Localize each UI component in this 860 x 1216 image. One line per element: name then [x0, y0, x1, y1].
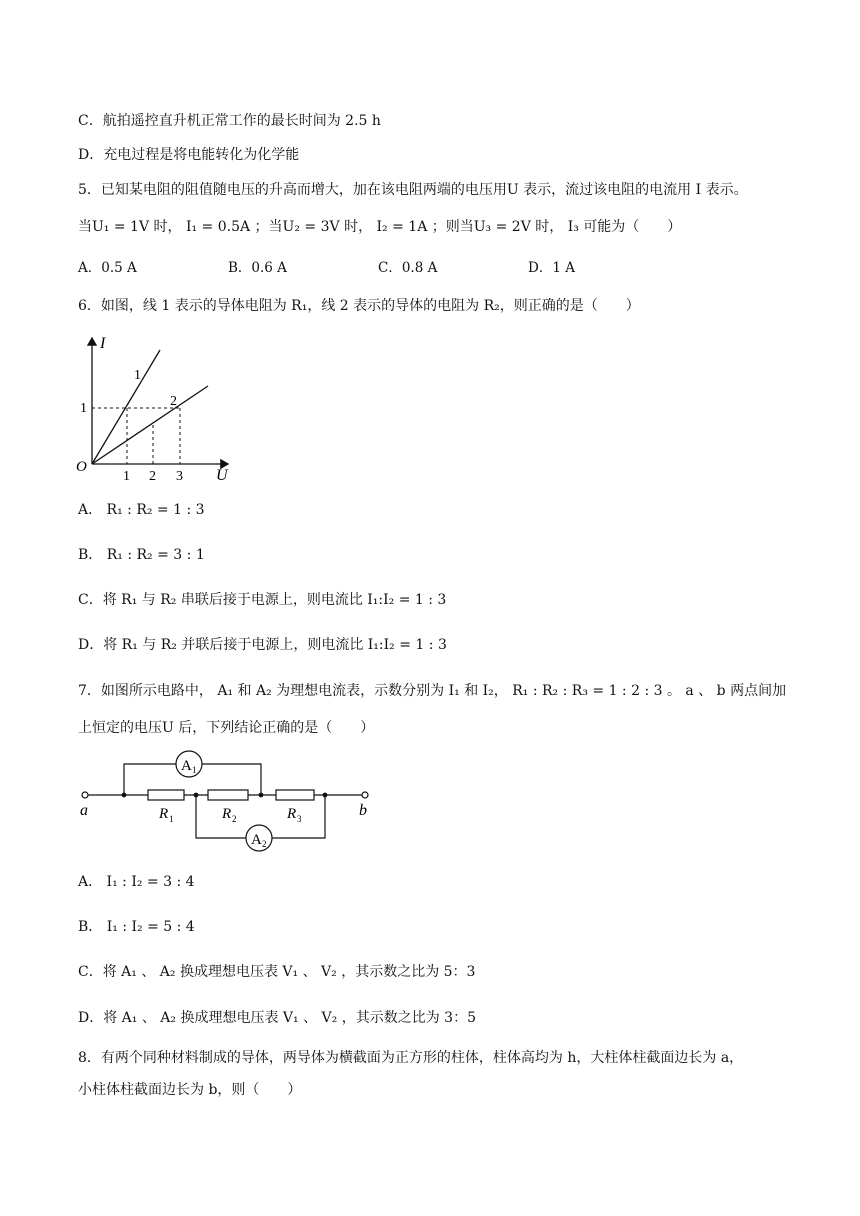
resistor-r3	[276, 790, 314, 800]
r2-label: R	[222, 806, 232, 822]
option-c-prev: C．航拍遥控直升机正常工作的最长时间为 2.5 h	[78, 113, 381, 129]
x-tick-2: 2	[149, 469, 156, 480]
line-1-label: 1	[134, 368, 141, 383]
iu-graph	[72, 330, 242, 480]
graph-line-2	[92, 386, 208, 464]
line-2-label: 2	[170, 394, 177, 409]
r1-label: R	[159, 806, 169, 822]
q5-stem-line1: 5．已知某电阻的阻值随电压的升高而增大，加在该电阻两端的电压用U 表示，流过该电阻的电流用 I 表示。	[78, 182, 748, 198]
q6-option-b: B． R₁ : R₂ = 3 : 1	[78, 547, 205, 563]
option-d-prev: D．充电过程是将电能转化为化学能	[78, 147, 300, 163]
ammeter-a2-label: A	[251, 832, 262, 848]
q5-option-c: C．0.8 A	[378, 260, 438, 276]
q6-stem: 6．如图，线 1 表示的导体电阻为 R₁，线 2 表示的导体的电阻为 R₂，则正确的是（ ）	[78, 298, 640, 314]
ammeter-a2-sub: 2	[262, 839, 267, 849]
node-b-label: b	[359, 802, 367, 819]
y-tick-1: 1	[80, 401, 87, 416]
q5-option-b: B．0.6 A	[228, 260, 287, 276]
terminal-a	[82, 792, 88, 798]
q7-option-c: C．将 A₁ 、 A₂ 换成理想电压表 V₁ 、 V₂ ，其示数之比为 5：3	[78, 964, 476, 980]
ammeter-a1-sub: 1	[192, 765, 197, 775]
q6-option-a: A． R₁ : R₂ = 1 : 3	[78, 502, 205, 518]
q5-stem-line2: 当U₁ = 1V 时， I₁ = 0.5A ；当U₂ = 3V 时， I₂ = 1A ；则当U₃ = 2V 时， I₃ 可能为（ ）	[78, 219, 682, 235]
i-axis-label: I	[100, 335, 106, 352]
terminal-b	[362, 792, 368, 798]
resistor-r2	[208, 790, 248, 800]
q8-stem-line2: 小柱体柱截面边长为 b，则（ ）	[78, 1082, 302, 1098]
resistor-r1	[148, 790, 184, 800]
x-tick-3: 3	[176, 469, 183, 480]
q6-option-c: C．将 R₁ 与 R₂ 串联后接于电源上，则电流比 I₁:I₂ = 1 : 3	[78, 592, 447, 608]
x-tick-1: 1	[123, 469, 130, 480]
q7-stem-line2: 上恒定的电压U 后，下列结论正确的是（ ）	[78, 720, 375, 736]
q8-stem-line1: 8．有两个同种材料制成的导体，两导体为横截面为正方形的柱体，柱体高均为 h，大柱体柱截面边长为 a，	[78, 1050, 744, 1066]
q7-option-a: A． I₁ : I₂ = 3 : 4	[78, 874, 195, 890]
q5-option-d: D．1 A	[528, 260, 575, 276]
r3-label: R	[287, 806, 297, 822]
ammeter-a1-label: A	[181, 758, 192, 774]
r3-sub: 3	[297, 814, 302, 824]
a2-branch-left	[196, 795, 246, 838]
u-axis-label: U	[216, 467, 228, 480]
q7-option-b: B． I₁ : I₂ = 5 : 4	[78, 919, 195, 935]
q6-option-d: D．将 R₁ 与 R₂ 并联后接于电源上，则电流比 I₁:I₂ = 1 : 3	[78, 637, 447, 653]
q7-option-d: D．将 A₁ 、 A₂ 换成理想电压表 V₁ 、 V₂ ，其示数之比为 3：5	[78, 1010, 476, 1026]
graph-line-1	[92, 350, 160, 464]
origin-label: O	[76, 459, 87, 475]
r2-sub: 2	[232, 814, 237, 824]
node-a-label: a	[80, 802, 88, 819]
circuit-diagram	[76, 748, 376, 853]
q7-stem-line1: 7．如图所示电路中， A₁ 和 A₂ 为理想电流表，示数分别为 I₁ 和 I₂， R₁ : R₂ : R₃ = 1 : 2 : 3 。 a 、 b 两点间加	[78, 683, 787, 699]
q5-option-a: A．0.5 A	[78, 260, 137, 276]
r1-sub: 1	[169, 814, 174, 824]
